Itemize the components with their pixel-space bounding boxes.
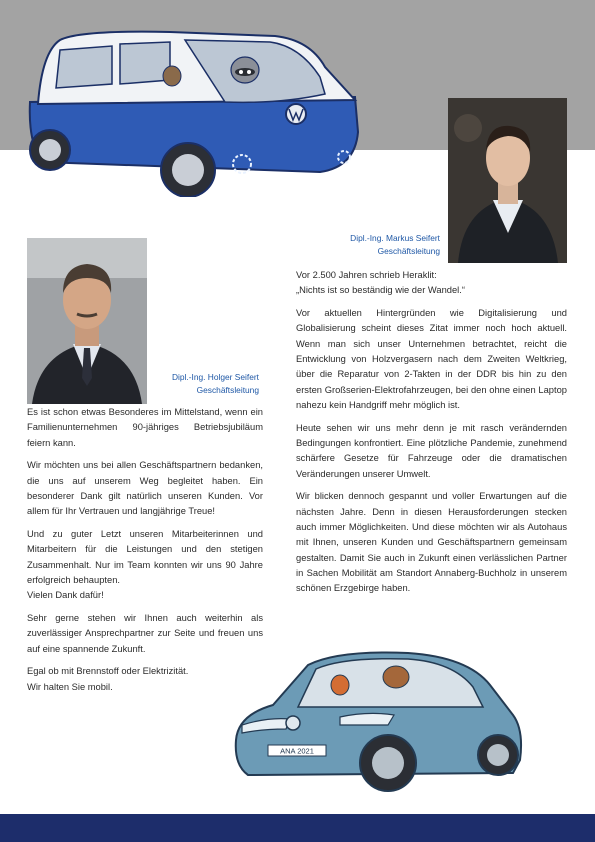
right-intro-1: Vor 2.500 Jahren schrieb Heraklit: bbox=[296, 270, 437, 280]
markus-role: Geschäftsleitung bbox=[377, 246, 440, 256]
left-paragraph-2: Wir möchten uns bei allen Geschäftspartnern bedanken, die uns auf unserem Weg begleitet haben. Ein besonderer Dank gilt natürlich unseren Kunden. Vor allem für Ihr Vertrauen und langjährige Treue! bbox=[27, 460, 263, 517]
left-paragraph-3: Und zu guter Letzt unseren Mitarbeiterinnen und Mitarbeitern für die Leistungen und den stetigen Zusammenhalt. Nur im Team konnten wir uns 90 Jahre erfolgreich behaupten. bbox=[27, 529, 263, 585]
portrait-icon bbox=[448, 98, 567, 263]
electric-van-illustration bbox=[20, 22, 365, 197]
holger-caption bbox=[147, 371, 259, 397]
markus-caption bbox=[300, 232, 440, 258]
holger-seifert-photo bbox=[27, 238, 147, 404]
right-paragraph-2: Heute sehen wir uns mehr denn je mit rasch verändernden Bedingungen konfrontiert. Eine plötzliche Pandemie, zunehmend schärfere Gesetze für Fahrzeuge oder die dramatischen Veränderungen unserer Umwelt. bbox=[296, 422, 567, 479]
left-paragraph-5b: Wir halten Sie mobil. bbox=[27, 681, 113, 692]
markus-seifert-photo bbox=[448, 98, 567, 263]
right-paragraph-1: Vor aktuellen Hintergründen wie Digitalisierung und Globalisierung scheint dieses Zitat immer noch hoch aktuell. Wenn man sich unser Unternehmen betrachtet, reicht die Entwicklung von Holzvergasern nach dem Zweiten Weltkrieg, über die Reparatur von 2-Takten in der DDR bis hin zu den ersten Großserien-Elektrofahrzeugen, bei den ohne einen Laptop nahezu kein Handgriff mehr möglich ist. bbox=[296, 308, 567, 410]
left-paragraph-5: Egal ob mit Brennstoff oder Elektrizität. bbox=[27, 666, 189, 677]
left-paragraph-1: Es ist schon etwas Besonderes im Mittelstand, wenn ein Familienunternehmen 90-jähriges Betriebsjubiläum feiern kann. bbox=[27, 407, 263, 448]
holger-role: Geschäftsleitung bbox=[196, 385, 259, 395]
left-paragraph-3b: Vielen Dank dafür! bbox=[27, 590, 104, 601]
right-paragraph-3: Wir blicken dennoch gespannt und voller Erwartungen auf die nächsten Jahre. Denn in diesen Herausforderungen stecken auch immer Möglichkeiten. Und diese möchten wir als Autohaus mit Ihnen, unseren Kunden und Geschäftspartnern gemeinsam gestalten. Damit Sie auch in Zukunft einen verlässlichen Partner in Sachen Mobilität am Standort Annaberg-Buchholz in unserem schönen Erzgebirge haben. bbox=[296, 491, 567, 594]
footer-band bbox=[0, 814, 595, 842]
right-column bbox=[296, 268, 567, 604]
license-plate-text: ANA 2021 bbox=[280, 746, 314, 756]
right-intro-quote: „Nichts ist so beständig wie der Wandel.“ bbox=[296, 285, 465, 296]
markus-name: Dipl.-Ing. Markus Seifert bbox=[350, 233, 440, 243]
electric-car-illustration bbox=[228, 645, 528, 800]
holger-name: Dipl.-Ing. Holger Seifert bbox=[171, 372, 259, 382]
left-paragraph-4: Sehr gerne stehen wir Ihnen auch weiterhin als zuverlässiger Ansprechpartner zur Seite und freuen uns auf eine spannende Zukunft. bbox=[27, 613, 263, 654]
portrait-icon bbox=[27, 238, 147, 404]
